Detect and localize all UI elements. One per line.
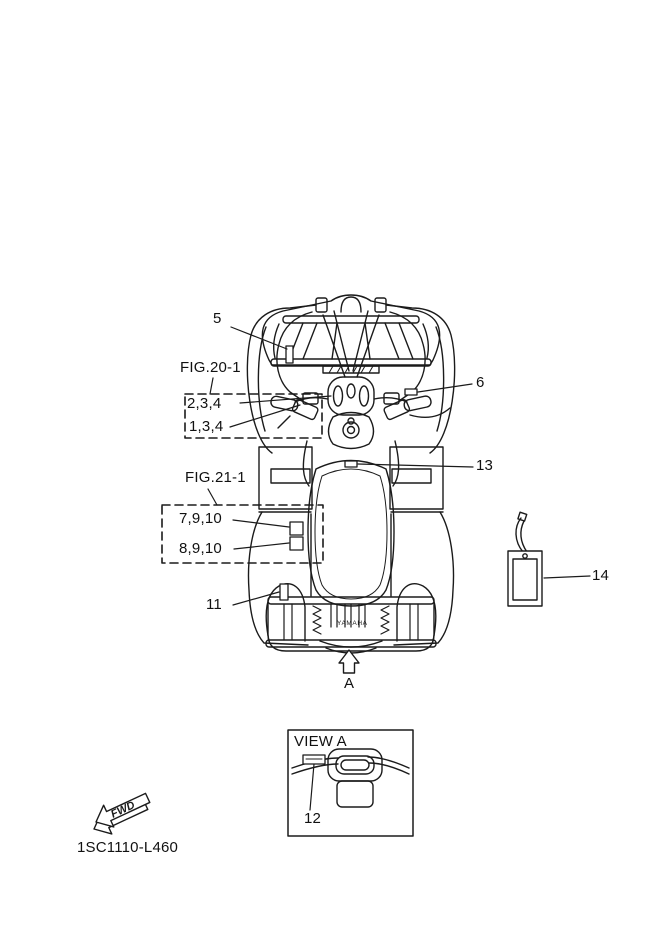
view-direction-label: A xyxy=(344,675,355,692)
view-a-title: VIEW A xyxy=(294,733,347,750)
leader-7910 xyxy=(233,520,289,527)
leader-11 xyxy=(233,592,279,605)
footwell-right xyxy=(390,441,443,509)
label-rects xyxy=(280,346,417,600)
callout-6: 6 xyxy=(476,374,485,391)
fig-ref-20-1: FIG.20-1 xyxy=(180,359,241,376)
callout-13: 13 xyxy=(476,457,494,474)
fig-ref-21-1: FIG.21-1 xyxy=(185,469,246,486)
fwd-arrow-label: FWD xyxy=(109,799,137,821)
fwd-arrow-icon xyxy=(89,787,153,840)
callout-7-9-10: 7,9,10 xyxy=(179,510,222,527)
leader-13 xyxy=(358,464,473,467)
rear-fender-right xyxy=(391,512,453,645)
label-rect-6 xyxy=(405,389,417,395)
callout-12: 12 xyxy=(304,810,322,827)
brand-text: YAMAHA xyxy=(337,620,368,627)
callout-14: 14 xyxy=(592,567,610,584)
label-rect-8 xyxy=(290,537,303,550)
leader-6 xyxy=(418,384,472,392)
front-fender-right xyxy=(386,305,455,453)
hood-panel xyxy=(323,311,379,377)
handlebar-right xyxy=(374,393,450,420)
seat xyxy=(308,461,394,607)
hang-tag xyxy=(508,512,542,606)
callout-2-3-4: 2,3,4 xyxy=(187,395,222,412)
atv-top-view xyxy=(247,295,454,653)
callout-1-3-4: 1,3,4 xyxy=(189,418,224,435)
front-fender-left xyxy=(247,305,316,453)
leader-5 xyxy=(231,327,287,349)
callout-11: 11 xyxy=(206,596,222,613)
callout-5: 5 xyxy=(213,310,222,327)
label-rect-13 xyxy=(345,461,357,467)
handlebar-pod xyxy=(328,377,374,424)
leader-8910 xyxy=(234,543,289,549)
leader-14 xyxy=(544,576,590,578)
callout-8-9-10: 8,9,10 xyxy=(179,540,222,557)
leader-12 xyxy=(310,764,314,810)
part-code: 1SC1110-L460 xyxy=(77,839,179,856)
footwell-left xyxy=(259,441,312,509)
label-rect-11 xyxy=(280,584,288,600)
label-rect-7 xyxy=(290,522,303,535)
